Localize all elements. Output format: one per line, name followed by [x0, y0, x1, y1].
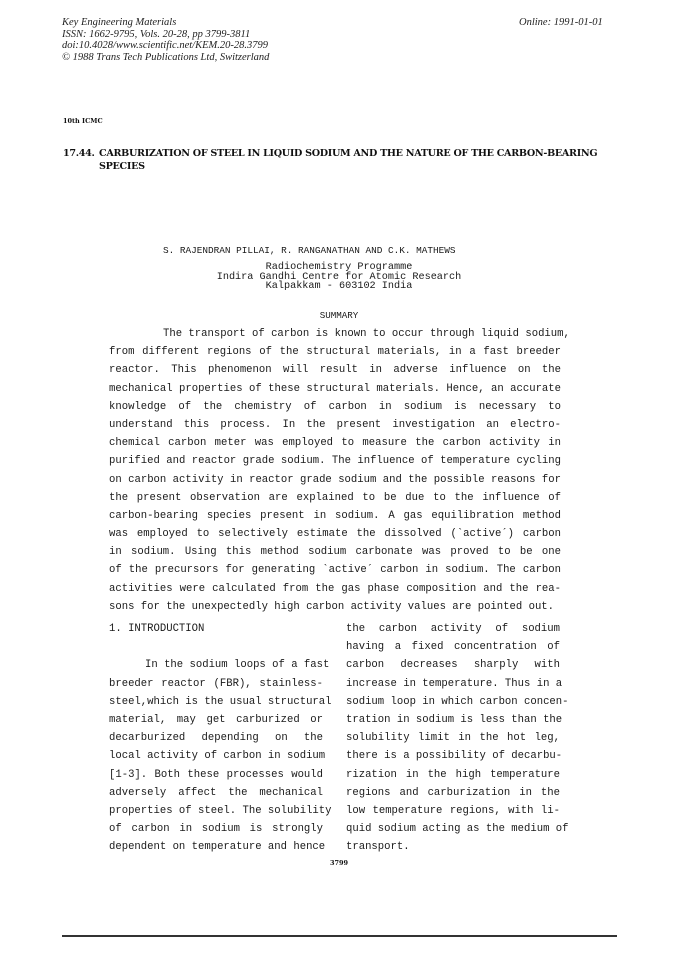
body-line: carbon decreases sharply with — [346, 659, 560, 672]
intro-left-column — [109, 620, 332, 856]
body-line: quid sodium acting as the medium of — [346, 823, 569, 836]
body-line: In the sodium loops of a fast — [145, 659, 330, 672]
abstract-line: reactor. This phenomenon will result in adverse influence on the — [109, 364, 561, 377]
abstract-line: understand this process. In the present investigation an electro- — [109, 418, 561, 431]
abstract — [109, 325, 570, 616]
online-date: Online: 1991-01-01 — [519, 17, 603, 28]
abstract-line: purified and reactor grade sodium. The influence of temperature cycling — [109, 455, 561, 468]
page-number: 3799 — [329, 859, 349, 867]
abstract-line: mechanical properties of these structural materials. Hence, an accurate — [109, 382, 561, 395]
body-line: decarburized depending on the — [109, 732, 323, 745]
affiliation-line-1: Radiochemistry Programme — [265, 262, 413, 273]
body-line: [1-3]. Both these processes would — [109, 768, 323, 781]
abstract-line: of the precursors for generating `active´ carbon in sodium. The carbon — [109, 564, 561, 577]
title-text-1: CARBURIZATION OF STEEL IN LIQUID SODIUM AND THE NATURE OF THE CARBON-BEARING — [99, 148, 598, 159]
abstract-line: knowledge of the chemistry of carbon in sodium is necessary to — [109, 400, 561, 413]
body-line: dependent on temperature and hence — [109, 841, 326, 854]
body-line: sodium loop in which carbon concen- — [346, 695, 569, 708]
body-line: properties of steel. The solubility — [109, 804, 332, 817]
abstract-line: in sodium. Using this method sodium carbonate was proved to be one — [109, 546, 561, 559]
affiliation-line-2: Indira Gandhi Centre for Atomic Research — [216, 271, 462, 283]
affiliation-line-3: Kalpakkam - 603102 India — [265, 281, 413, 292]
abstract-line: chemical carbon meter was employed to measure the carbon activity in — [109, 437, 561, 450]
journal-name: Key Engineering Materials — [62, 17, 177, 28]
body-line: local activity of carbon in sodium — [109, 750, 326, 763]
body-line: transport. — [346, 841, 410, 854]
section-heading-introduction: 1. INTRODUCTION — [109, 623, 205, 635]
title-line-1 — [63, 147, 623, 160]
paper-title — [63, 147, 623, 173]
publication-header — [62, 17, 362, 63]
body-line: of carbon in sodium is strongly — [109, 823, 323, 836]
body-line: rization in the high temperature — [346, 768, 560, 781]
abstract-line: was employed to selectively estimate the dissolved (`active´) carbon — [109, 528, 561, 541]
summary-heading: SUMMARY — [319, 310, 359, 321]
footer-rule — [62, 935, 617, 937]
authors: S. RAJENDRAN PILLAI, R. RANGANATHAN AND C.K. MATHEWS — [163, 245, 456, 256]
abstract-line: sons for the unexpectedly high carbon activity values are pointed out. — [109, 600, 555, 613]
body-line: increase in temperature. Thus in a — [346, 677, 563, 690]
affiliation — [0, 263, 678, 292]
body-line: material, may get carburized or — [109, 713, 323, 726]
body-line: tration in sodium is less than the — [346, 713, 563, 726]
issn-line: ISSN: 1662-9795, Vols. 20-28, pp 3799-3811 — [62, 28, 251, 40]
doi-line: doi:10.4028/www.scientific.net/KEM.20-28.3799 — [62, 40, 268, 51]
abstract-line: on carbon activity in reactor grade sodium and the possible reasons for — [109, 473, 561, 486]
body-line: regions and carburization in the — [346, 786, 560, 799]
title-line-2: SPECIES — [99, 161, 145, 172]
abstract-line: the present observation are explained to be due to the influence of — [109, 491, 561, 504]
copyright-line: © 1988 Trans Tech Publications Ltd, Switzerland — [62, 51, 270, 63]
body-line: breeder reactor (FBR), stainless- — [109, 677, 323, 690]
body-line: there is a possibility of decarbu- — [346, 750, 563, 763]
body-line: the carbon activity of sodium — [346, 623, 560, 635]
body-line: adversely affect the mechanical — [109, 786, 323, 799]
abstract-line: activities were calculated from the gas phase composition and the rea- — [109, 582, 561, 595]
body-line: steel,which is the usual structural — [109, 695, 332, 708]
abstract-line: The transport of carbon is known to occur through liquid sodium, — [163, 328, 570, 340]
body-line: having a fixed concentration of — [346, 641, 560, 654]
conference-label: 10th ICMC — [63, 117, 103, 125]
abstract-line: carbon-bearing species present in sodium. A gas equilibration method — [109, 509, 561, 522]
body-line: low temperature regions, with li- — [346, 804, 560, 817]
title-number: 17.44. — [63, 148, 95, 159]
intro-right-column — [346, 620, 569, 856]
abstract-line: from different regions of the structural materials, in a fast breeder — [109, 346, 561, 359]
body-line: solubility limit in the hot leg, — [346, 732, 560, 745]
